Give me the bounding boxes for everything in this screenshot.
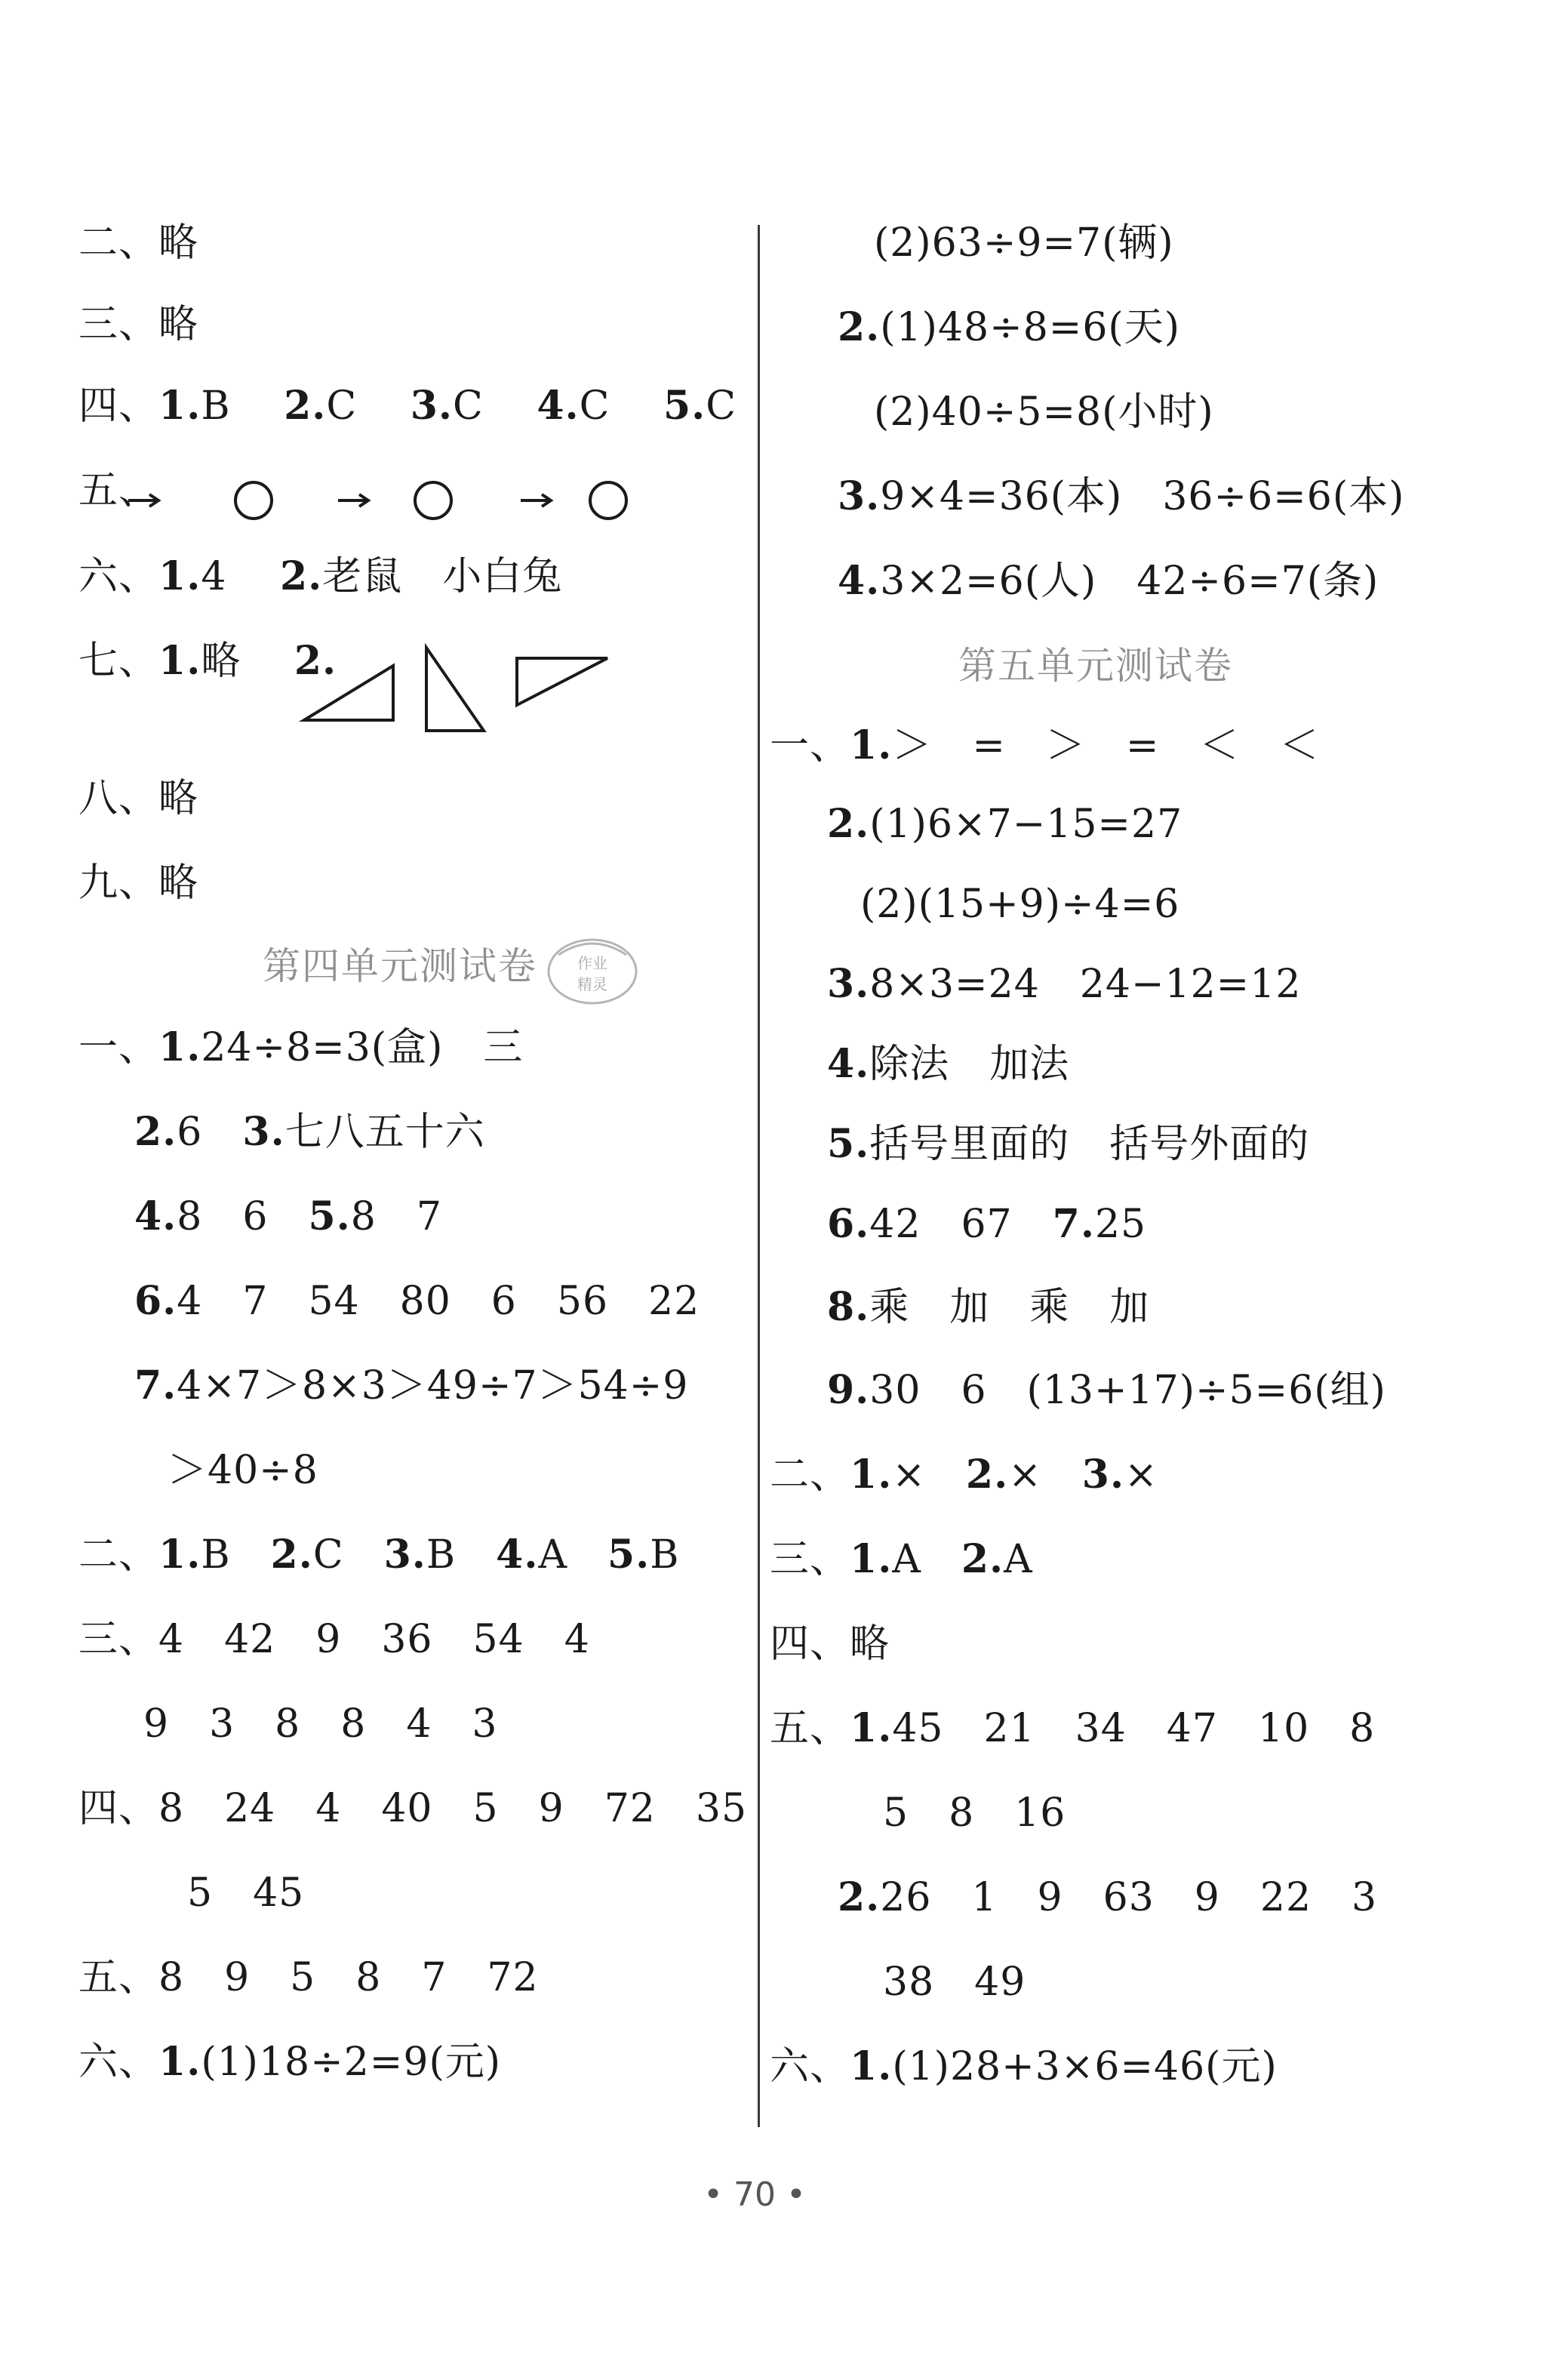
answer-line: 二、1.B 2.C 3.B 4.A 5.B <box>78 1532 680 1578</box>
arrow-circle-sequence <box>83 474 657 527</box>
answer-line: 9.30 6 (13+17)÷5=6(组) <box>827 1367 1386 1413</box>
answer-line: 4.3×2=6(人) 42÷6=7(条) <box>838 558 1379 604</box>
section-title-unit4: 第四单元测试卷 <box>263 944 537 988</box>
answer-line: 二、略 <box>78 220 199 266</box>
answer-line: 四、1.B 2.C 3.C 4.C 5.C <box>78 383 737 429</box>
answer-line: 九、略 <box>78 861 199 906</box>
page-number: • 70 • <box>703 2175 806 2214</box>
answer-line: 4.除法 加法 <box>827 1041 1070 1087</box>
answer-line: 一、1.＞ = ＞ = ＜ ＜ <box>770 722 1320 768</box>
answer-line: 2.(1)6×7−15=27 <box>827 801 1183 847</box>
answer-line: 五、 <box>78 468 159 513</box>
homework-stamp-logo <box>543 925 641 1023</box>
answer-line: 四、略 <box>770 1621 890 1667</box>
column-divider <box>758 225 760 2127</box>
answer-line: 三、4 42 9 36 54 4 <box>78 1617 590 1662</box>
answer-line: 七、1.略 2. <box>78 638 337 684</box>
answer-line: ＞40÷8 <box>168 1448 318 1493</box>
answer-line: 四、8 24 4 40 5 9 72 35 <box>78 1786 748 1831</box>
answer-line: 6.4 7 54 80 6 56 22 <box>134 1278 700 1324</box>
svg-text:精灵: 精灵 <box>577 975 607 993</box>
answer-line: 5 45 <box>187 1870 305 1916</box>
answer-line: 二、1.× 2.× 3.× <box>770 1452 1158 1498</box>
answer-line: 八、略 <box>78 776 199 821</box>
answer-line: 六、1.(1)28+3×6=46(元) <box>770 2043 1278 2089</box>
svg-text:作业: 作业 <box>577 954 607 972</box>
answer-line: 3.8×3=24 24−12=12 <box>827 961 1302 1007</box>
answer-line: 4.8 6 5.8 7 <box>134 1193 442 1239</box>
answer-line: 5 8 16 <box>883 1790 1066 1836</box>
answer-line: (2)(15+9)÷4=6 <box>860 882 1180 927</box>
answer-line: 2.(1)48÷8=6(天) <box>838 304 1181 350</box>
answer-line: (2)40÷5=8(小时) <box>874 389 1214 435</box>
answer-line: 六、1.4 2.老鼠 小白兔 <box>78 553 563 599</box>
answer-line: 2.26 1 9 63 9 22 3 <box>838 1874 1378 1920</box>
answer-line: 6.42 67 7.25 <box>827 1201 1147 1247</box>
answer-line: 六、1.(1)18÷2=9(元) <box>78 2039 502 2085</box>
answer-line: 9 3 8 8 4 3 <box>143 1701 498 1747</box>
answer-line: 3.9×4=36(本) 36÷6=6(本) <box>838 473 1405 519</box>
answer-line: 8.乘 加 乘 加 <box>827 1284 1150 1330</box>
answer-line: 五、1.45 21 34 47 10 8 <box>770 1705 1376 1751</box>
answer-line: (2)63÷9=7(辆) <box>874 220 1174 266</box>
answer-line: 三、1.A 2.A <box>770 1536 1033 1582</box>
answer-line: 三、略 <box>78 302 199 347</box>
answer-line: 五、8 9 5 8 7 72 <box>78 1955 539 2000</box>
answer-line: 5.括号里面的 括号外面的 <box>827 1121 1310 1167</box>
answer-line: 2.6 3.七八五十六 <box>134 1109 485 1155</box>
answer-line: 38 49 <box>883 1960 1026 2005</box>
answer-line: 一、1.24÷8=3(盒) 三 <box>78 1024 524 1070</box>
section-title-unit5: 第五单元测试卷 <box>958 644 1233 688</box>
triangle-drawings <box>298 642 615 740</box>
answer-line: 7.4×7＞8×3＞49÷7＞54÷9 <box>134 1362 689 1409</box>
